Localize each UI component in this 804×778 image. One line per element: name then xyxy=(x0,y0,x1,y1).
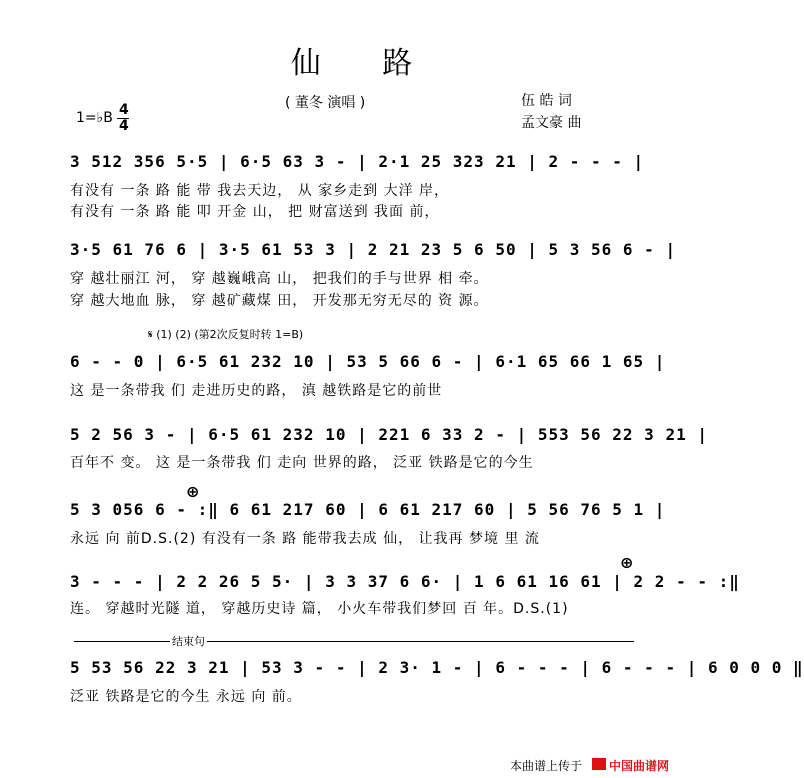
score-line-6-notes: 3 - - - | 2 2 26 5 5· | 3 3 37 6 6· | 1 6 61 16 61 | 2 2 - - :‖ xyxy=(70,572,740,591)
score-line-7-notes: 5 53 56 22 3 21 | 53 3 - - | 2 3· 1 - | 6 - - - | 6 - - - | 6 0 0 0 ‖ xyxy=(70,658,804,677)
time-signature-top: 4 xyxy=(119,102,129,118)
lyricist-credit: 伍 皓 词 xyxy=(521,93,572,109)
score-line-4-notes: 5 2 56 3 - | 6·5 61 232 10 | 221 6 33 2 - | 553 56 22 3 21 | xyxy=(70,425,708,444)
time-signature-bottom: 4 xyxy=(119,118,129,134)
segno-repeat-marker: 𝄋 (1) (2) (第2次反复时转 1=B) xyxy=(148,328,304,341)
site-logo-icon xyxy=(592,758,606,770)
ending-label: 结束句 xyxy=(172,635,205,648)
score-line-4-lyric: 百年不 变。 这 是一条带我 们 走向 世界的路， 泛亚 铁路是它的今生 xyxy=(70,455,534,471)
score-line-5-lyric: 永远 向 前D.S.(2) 有没有一条 路 能带我去成 仙， 让我再 梦境 里 流 xyxy=(70,531,540,547)
score-line-1-notes: 3 512 356 5·5 | 6·5 63 3 - | 2·1 25 323 21 | 2 - - - | xyxy=(70,152,645,171)
score-line-5-notes: 5 3 056 6 - :‖ 6 61 217 60 | 6 61 217 60 | 5 56 76 5 1 | xyxy=(70,500,666,519)
score-line-2-lyric-verse-1: 穿 越壮丽江 河， 穿 越巍峨高 山， 把我们的手与世界 相 牵。 xyxy=(70,271,489,287)
ending-bracket xyxy=(74,641,634,642)
score-line-7-lyric: 泛亚 铁路是它的今生 永远 向 前。 xyxy=(70,689,302,705)
site-brand[interactable]: 中国曲谱网 xyxy=(609,759,670,773)
score-line-1-lyric-verse-1: 有没有 一条 路 能 带 我去天边， 从 家乡走到 大洋 岸， xyxy=(70,183,450,199)
upload-note: 本曲谱上传于 xyxy=(510,759,583,773)
composer-credit: 孟文豪 曲 xyxy=(521,115,582,131)
score-line-3-lyric: 这 是一条带我 们 走进历史的路， 滇 越铁路是它的前世 xyxy=(70,383,443,399)
singer-credit: ( 董冬 演唱 ) xyxy=(285,95,366,111)
song-title: 仙 路 xyxy=(290,46,439,81)
coda-sign-icon: ⊕ xyxy=(620,553,634,572)
score-line-1-lyric-verse-2: 有没有 一条 路 能 叩 开金 山， 把 财富送到 我面 前， xyxy=(70,204,440,220)
score-line-3-notes: 6 - - 0 | 6·5 61 232 10 | 53 5 66 6 - | 6·1 65 66 1 65 | xyxy=(70,352,666,371)
score-line-2-notes: 3·5 61 76 6 | 3·5 61 53 3 | 2 21 23 5 6 50 | 5 3 56 6 - | xyxy=(70,240,677,259)
coda-sign-icon: ⊕ xyxy=(186,482,200,501)
score-line-6-lyric: 连。 穿越时光隧 道， 穿越历史诗 篇， 小火车带我们梦回 百 年。D.S.(1) xyxy=(70,601,569,617)
key-signature: 1=♭B xyxy=(76,110,113,126)
score-line-2-lyric-verse-2: 穿 越大地血 脉， 穿 越矿藏煤 田， 开发那无穷无尽的 资 源。 xyxy=(70,293,489,309)
